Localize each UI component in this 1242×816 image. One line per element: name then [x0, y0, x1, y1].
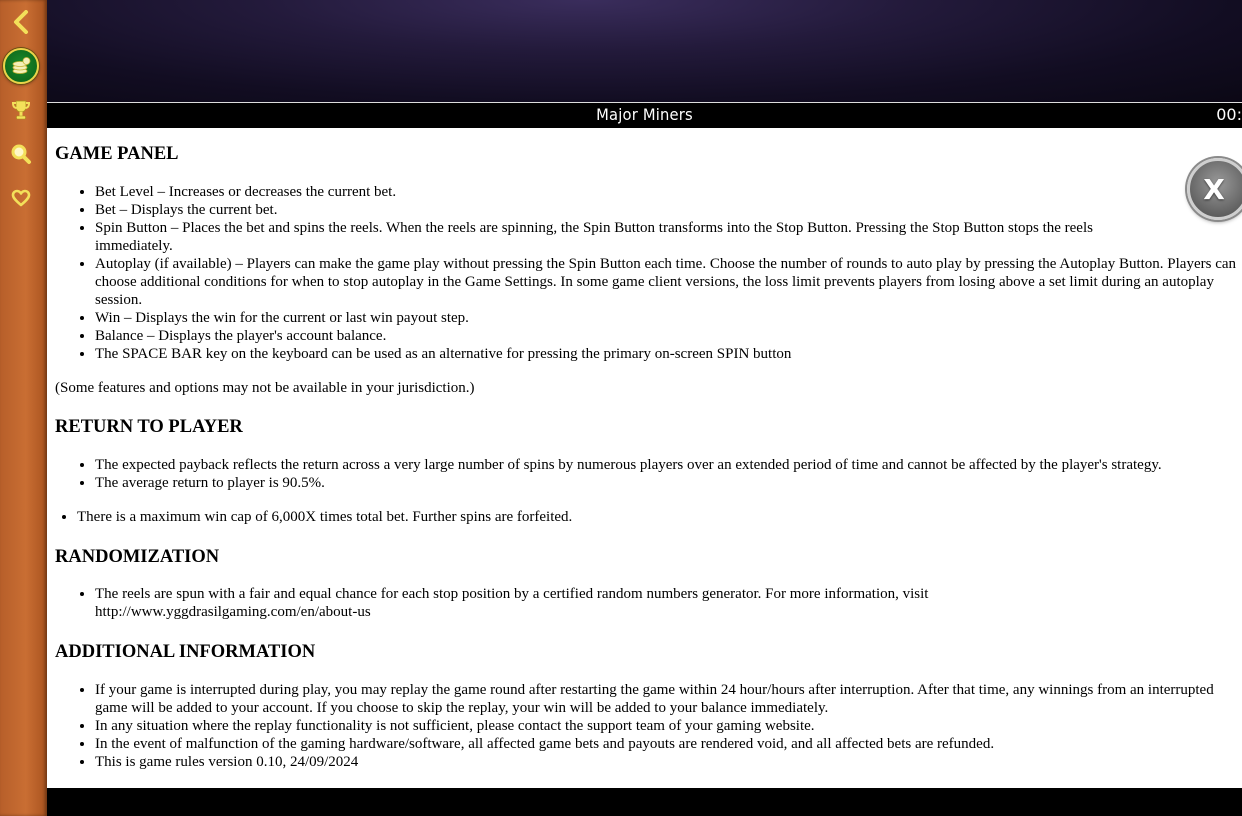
back-button[interactable] — [0, 4, 42, 40]
title-bar — [47, 102, 1242, 128]
list-item: • Balance – Displays the player's account balance. — [95, 327, 1242, 345]
sidebar — [0, 0, 47, 816]
list-item: • The average return to player is 90.5%. — [95, 474, 1242, 492]
list-item: • In the event of malfunction of the gaming hardware/software, all affected game bets and payouts are rendered void, and all affected bets are refunded. — [95, 735, 1222, 753]
list-item: • The SPACE BAR key on the keyboard can be used as an alternative for pressing the primary on-screen SPIN button — [95, 345, 1242, 363]
game-background-banner — [47, 0, 1242, 102]
section-heading-rtp: RETURN TO PLAYER — [55, 417, 243, 437]
section-heading-additional-information: ADDITIONAL INFORMATION — [55, 642, 316, 662]
list-item: • If your game is interrupted during play, you may replay the game round after restarting the game within 24 hour/hours after interruption. After that time, any winnings from an interrupted game will be added to your account. If you choose to skip the replay, your win will be added to your balance immediately. — [95, 681, 1222, 717]
rtp-list — [95, 456, 1242, 492]
bottom-bar — [47, 788, 1242, 816]
close-icon: X — [1203, 172, 1225, 206]
list-item: • Spin Button – Places the bet and spins the reels. When the reels are spinning, the Spin Button transforms into the Stop Button. Pressing the Stop Button stops the reels immediately. — [95, 219, 1242, 255]
list-item: • This is game rules version 0.10, 24/09/2024 — [95, 753, 1222, 771]
jurisdiction-note: (Some features and options may not be available in your jurisdiction.) — [55, 380, 475, 396]
additional-information-list — [95, 681, 1222, 771]
section-heading-game-panel: GAME PANEL — [55, 144, 179, 164]
clock: 00: — [1216, 105, 1242, 124]
chevron-left-icon — [11, 10, 31, 34]
trophy-button[interactable] — [0, 92, 42, 128]
game-rules-panel[interactable] — [47, 128, 1242, 788]
list-item: • The expected payback reflects the return across a very large number of spins by numerous players over an extended period of time and cannot be affected by the player's strategy. — [95, 456, 1242, 474]
section-heading-randomization: RANDOMIZATION — [55, 547, 220, 567]
coins-icon — [3, 48, 39, 84]
max-win-list — [77, 508, 1242, 526]
list-item: • The reels are spun with a fair and equal chance for each stop position by a certified random numbers generator. For more information, visit http://www.yggdrasilgaming.com/en/about-us — [95, 585, 992, 621]
list-item: • Win – Displays the win for the current or last win payout step. — [95, 309, 1242, 327]
trophy-icon — [10, 99, 32, 121]
list-item: • Bet Level – Increases or decreases the current bet. — [95, 183, 1242, 201]
search-icon — [10, 143, 32, 165]
game-panel-list — [95, 183, 1242, 363]
list-item: • In any situation where the replay functionality is not sufficient, please contact the support team of your gaming website. — [95, 717, 1222, 735]
close-button[interactable] — [1187, 158, 1242, 220]
favorites-button[interactable] — [0, 180, 42, 216]
search-button[interactable] — [0, 136, 42, 172]
game-title: Major Miners — [596, 105, 693, 124]
coins-button[interactable] — [0, 48, 42, 84]
list-item: • There is a maximum win cap of 6,000X times total bet. Further spins are forfeited. — [77, 508, 1242, 526]
randomization-list — [95, 585, 992, 621]
list-item: • Bet – Displays the current bet. — [95, 201, 1242, 219]
list-item: • Autoplay (if available) – Players can make the game play without pressing the Spin Button each time. Choose the number of rounds to auto play by pressing the Autoplay Button. Players can choose additional conditions for when to stop autoplay in the Game Settings. In some game client versions, the loss limit prevents players from losing above a set limit during an autoplay session. — [95, 255, 1242, 309]
heart-icon — [11, 189, 31, 207]
